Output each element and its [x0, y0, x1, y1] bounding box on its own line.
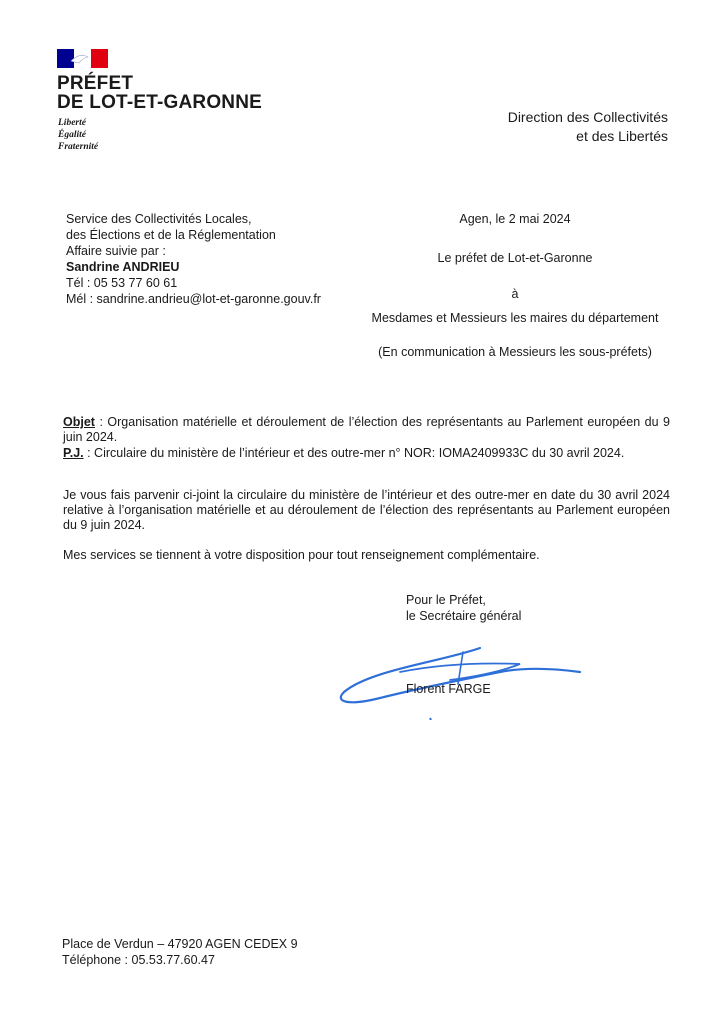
- subject-label: Objet: [63, 415, 95, 429]
- body-paragraph-2: Mes services se tiennent à votre disposition pour tout renseignement complémentaire.: [63, 548, 540, 562]
- service-line1: Service des Collectivités Locales,: [66, 212, 252, 226]
- french-flag-logo: [57, 49, 108, 68]
- body-paragraph-1: Je vous fais parvenir ci-joint la circulaire du ministère de l’intérieur et des outre-mer en date du 30 avril 2024 relative à l’organisation matérielle et au déroulement de l’élection des représentants au Parlement européen du 9 juin 2024.: [63, 488, 670, 532]
- direction-line2: et des Libertés: [576, 128, 668, 144]
- direction-heading: [508, 108, 668, 146]
- footer-block: [62, 936, 298, 968]
- signatory-name: Florent FARGE: [406, 682, 491, 696]
- prefecture-title: [57, 74, 262, 112]
- footer-phone: Téléphone : 05.53.77.60.47: [62, 953, 215, 967]
- signature-title: [406, 592, 521, 624]
- motto-egalite: Égalité: [58, 130, 86, 140]
- letter-copy-to: (En communication à Messieurs les sous-préfets): [378, 345, 652, 359]
- attachment-label: P.J.: [63, 446, 84, 460]
- attachment-line: [63, 446, 670, 461]
- footer-address: Place de Verdun – 47920 AGEN CEDEX 9: [62, 937, 298, 951]
- signature-line1: Pour le Préfet,: [406, 593, 486, 607]
- contact-name: Sandrine ANDRIEU: [66, 260, 180, 274]
- motto-liberte: Liberté: [58, 118, 86, 128]
- direction-line1: Direction des Collectivités: [507, 109, 668, 125]
- letter-from: Le préfet de Lot-et-Garonne: [437, 251, 593, 265]
- attachment-text: : Circulaire du ministère de l’intérieur et des outre-mer n° NOR: IOMA2409933C du 30 avril 2024.: [83, 446, 625, 460]
- subject-line: [63, 415, 670, 445]
- signature-line2: le Secrétaire général: [406, 609, 522, 623]
- affaire-label: Affaire suivie par :: [66, 244, 166, 258]
- contact-phone: Tél : 05 53 77 60 61: [66, 276, 178, 290]
- letter-to-marker: à: [511, 287, 519, 301]
- service-line2: des Élections et de la Réglementation: [66, 228, 276, 242]
- subject-text: : Organisation matérielle et déroulement de l’élection des représentants au Parlement européen du 9 juin 2024.: [63, 415, 670, 444]
- motto-fraternite: Fraternité: [58, 142, 99, 152]
- handwritten-signature: [330, 640, 590, 720]
- letter-date: Agen, le 2 mai 2024: [459, 212, 571, 226]
- republic-motto: [58, 117, 98, 153]
- prefecture-title-line2: DE LOT-ET-GARONNE: [57, 92, 263, 113]
- prefecture-title-line1: PRÉFET: [57, 73, 134, 94]
- letter-recipients: Mesdames et Messieurs les maires du département: [371, 311, 659, 325]
- sender-block: [66, 211, 321, 307]
- contact-email: Mél : sandrine.andrieu@lot-et-garonne.gouv.fr: [66, 292, 321, 306]
